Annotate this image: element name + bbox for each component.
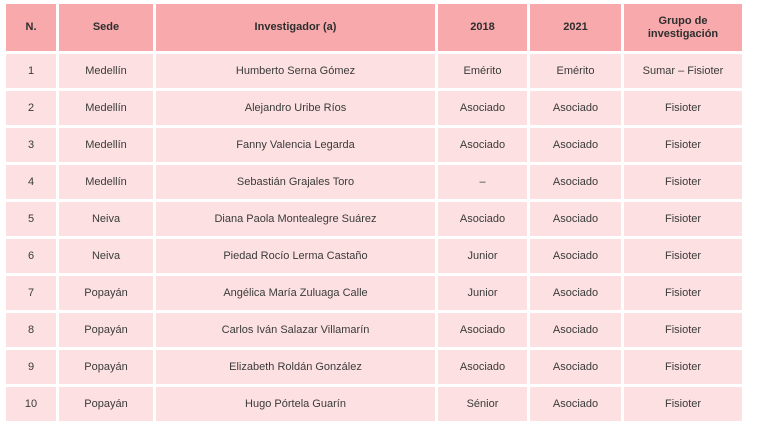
table-row <box>6 202 760 236</box>
cell-n: 6 <box>6 239 56 273</box>
header-investigador: Investigador (a) <box>156 4 435 51</box>
cell-2021: Asociado <box>530 276 621 310</box>
cell-2021: Asociado <box>530 165 621 199</box>
cell-investigador: Humberto Serna Gómez <box>156 54 435 88</box>
cell-investigador: Alejandro Uribe Ríos <box>156 91 435 125</box>
cell-2018: Sénior <box>438 387 527 421</box>
cell-grupo: Fisioter <box>624 128 742 162</box>
cell-grupo: Fisioter <box>624 239 742 273</box>
cell-investigador: Hugo Pórtela Guarín <box>156 387 435 421</box>
table-row <box>6 54 760 88</box>
cell-2018: Junior <box>438 276 527 310</box>
table-row <box>6 350 760 384</box>
table-row <box>6 313 760 347</box>
cell-investigador: Fanny Valencia Legarda <box>156 128 435 162</box>
table-row <box>6 128 760 162</box>
cell-n: 5 <box>6 202 56 236</box>
cell-n: 7 <box>6 276 56 310</box>
cell-sede: Popayán <box>59 387 153 421</box>
cell-grupo: Fisioter <box>624 202 742 236</box>
cell-sede: Popayán <box>59 276 153 310</box>
cell-sede: Medellín <box>59 54 153 88</box>
cell-2018: Asociado <box>438 128 527 162</box>
cell-2021: Asociado <box>530 239 621 273</box>
cell-2021: Asociado <box>530 387 621 421</box>
table-header-row <box>6 4 760 51</box>
cell-2021: Asociado <box>530 91 621 125</box>
cell-2021: Asociado <box>530 350 621 384</box>
cell-grupo: Fisioter <box>624 91 742 125</box>
cell-n: 4 <box>6 165 56 199</box>
cell-investigador: Angélica María Zuluaga Calle <box>156 276 435 310</box>
header-grupo: Grupo de investigación <box>624 4 742 51</box>
cell-sede: Medellín <box>59 91 153 125</box>
cell-2018: – <box>438 165 527 199</box>
cell-n: 1 <box>6 54 56 88</box>
table-row <box>6 165 760 199</box>
cell-investigador: Piedad Rocío Lerma Castaño <box>156 239 435 273</box>
cell-2018: Emérito <box>438 54 527 88</box>
table-row <box>6 239 760 273</box>
cell-investigador: Elizabeth Roldán González <box>156 350 435 384</box>
cell-sede: Popayán <box>59 350 153 384</box>
cell-sede: Medellín <box>59 128 153 162</box>
cell-sede: Medellín <box>59 165 153 199</box>
cell-grupo: Sumar – Fisioter <box>624 54 742 88</box>
cell-grupo: Fisioter <box>624 387 742 421</box>
cell-2018: Asociado <box>438 313 527 347</box>
cell-2018: Asociado <box>438 91 527 125</box>
cell-grupo: Fisioter <box>624 276 742 310</box>
cell-sede: Neiva <box>59 239 153 273</box>
header-2021: 2021 <box>530 4 621 51</box>
cell-n: 9 <box>6 350 56 384</box>
header-sede: Sede <box>59 4 153 51</box>
header-n: N. <box>6 4 56 51</box>
cell-2021: Asociado <box>530 128 621 162</box>
cell-2018: Asociado <box>438 202 527 236</box>
table-row <box>6 387 760 421</box>
cell-2021: Asociado <box>530 202 621 236</box>
cell-n: 3 <box>6 128 56 162</box>
cell-n: 8 <box>6 313 56 347</box>
cell-grupo: Fisioter <box>624 165 742 199</box>
cell-investigador: Diana Paola Montealegre Suárez <box>156 202 435 236</box>
table-row <box>6 276 760 310</box>
cell-sede: Popayán <box>59 313 153 347</box>
table-row <box>6 91 760 125</box>
researchers-table <box>6 4 760 424</box>
cell-sede: Neiva <box>59 202 153 236</box>
cell-grupo: Fisioter <box>624 350 742 384</box>
cell-grupo: Fisioter <box>624 313 742 347</box>
cell-investigador: Carlos Iván Salazar Villamarín <box>156 313 435 347</box>
cell-investigador: Sebastián Grajales Toro <box>156 165 435 199</box>
cell-2018: Junior <box>438 239 527 273</box>
header-2018: 2018 <box>438 4 527 51</box>
cell-n: 10 <box>6 387 56 421</box>
cell-n: 2 <box>6 91 56 125</box>
cell-2021: Emérito <box>530 54 621 88</box>
cell-2021: Asociado <box>530 313 621 347</box>
cell-2018: Asociado <box>438 350 527 384</box>
